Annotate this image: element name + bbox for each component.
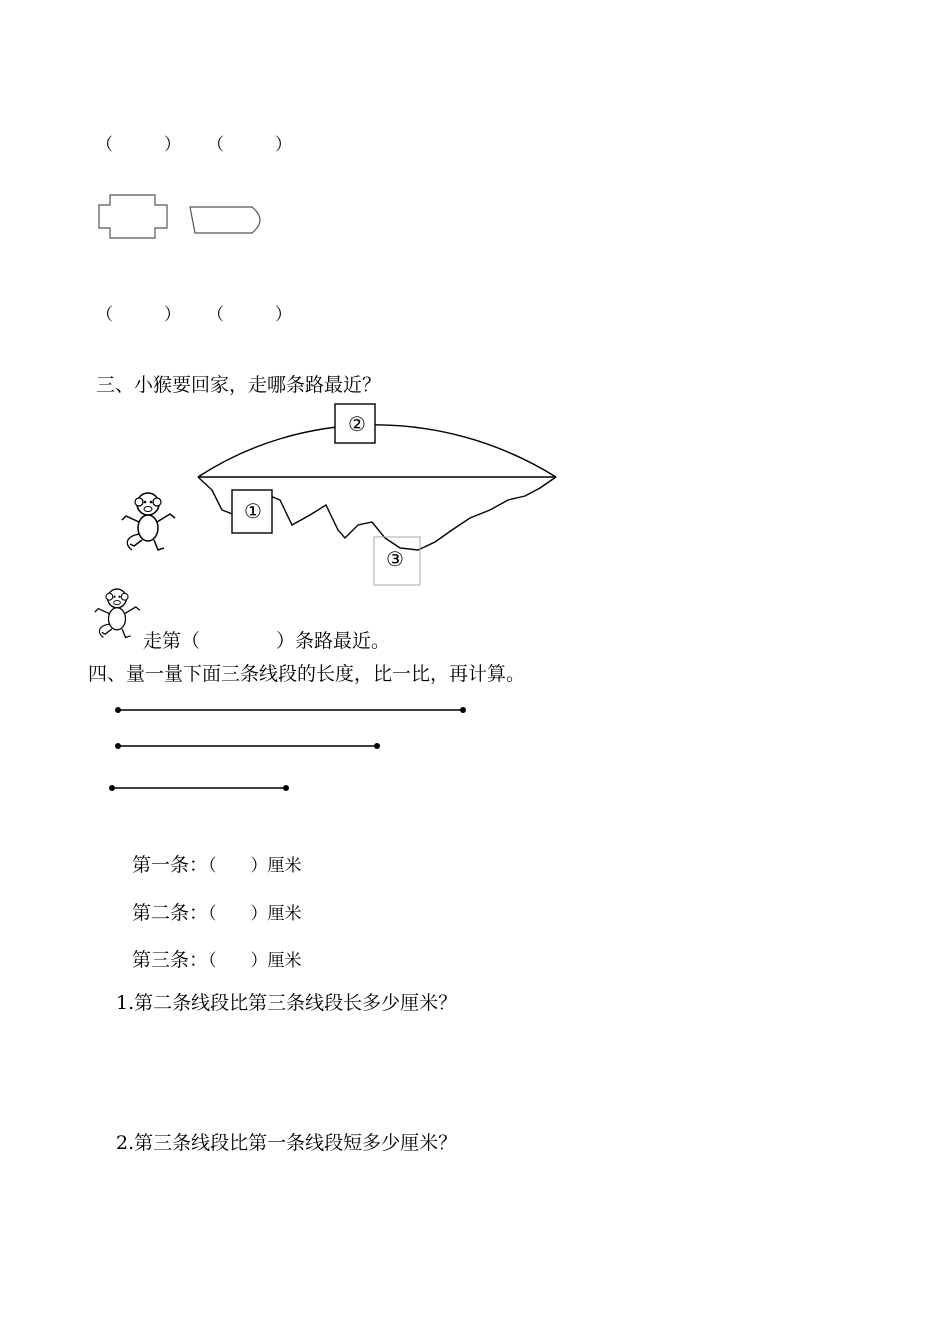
segment-2: [115, 743, 380, 749]
measure-row-3: [132, 945, 302, 972]
route-2-arc: [198, 425, 556, 477]
answer-blank-4[interactable]: （ ）: [207, 305, 292, 325]
route-answer-prefix: 走第（: [143, 630, 201, 652]
route-3-label: ③: [386, 547, 404, 571]
section-4-title: 四、量一量下面三条线段的长度，比一比，再计算。: [88, 663, 526, 685]
route-1-label: ①: [244, 499, 262, 523]
answer-blank-1[interactable]: （ ）: [96, 135, 181, 155]
answer-blank-2[interactable]: （ ）: [207, 135, 292, 155]
segment-1: [115, 707, 466, 713]
answer-blank-3[interactable]: （ ）: [96, 305, 181, 325]
measure-label: 第二条：: [132, 902, 209, 924]
measure-label: 第三条：: [132, 949, 209, 971]
measure-unit: 厘米: [267, 856, 302, 876]
measure-unit: 厘米: [267, 904, 302, 924]
measure-row-2: [132, 898, 302, 925]
measure-unit: 厘米: [267, 951, 302, 971]
question-1: 1.第二条线段比第三条线段长多少厘米？: [116, 992, 458, 1014]
monkey-icon: [122, 493, 175, 550]
notched-shape: [99, 195, 167, 238]
measure-blank[interactable]: （ ）: [208, 856, 268, 876]
measure-row-1: [132, 850, 302, 877]
route-answer-suffix: ）条路最近。: [276, 630, 391, 652]
measure-blank[interactable]: （ ）: [208, 904, 268, 924]
segment-3: [109, 785, 289, 791]
section-3-title: 三、小猴要回家，走哪条路最近？: [96, 374, 382, 396]
monkey-icon: [95, 589, 140, 637]
rounded-end-shape: [190, 207, 260, 233]
measure-blank[interactable]: （ ）: [208, 951, 268, 971]
route-2-label: ②: [348, 412, 366, 436]
measure-label: 第一条：: [132, 854, 209, 876]
question-2: 2.第三条线段比第一条线段短多少厘米？: [116, 1132, 458, 1154]
